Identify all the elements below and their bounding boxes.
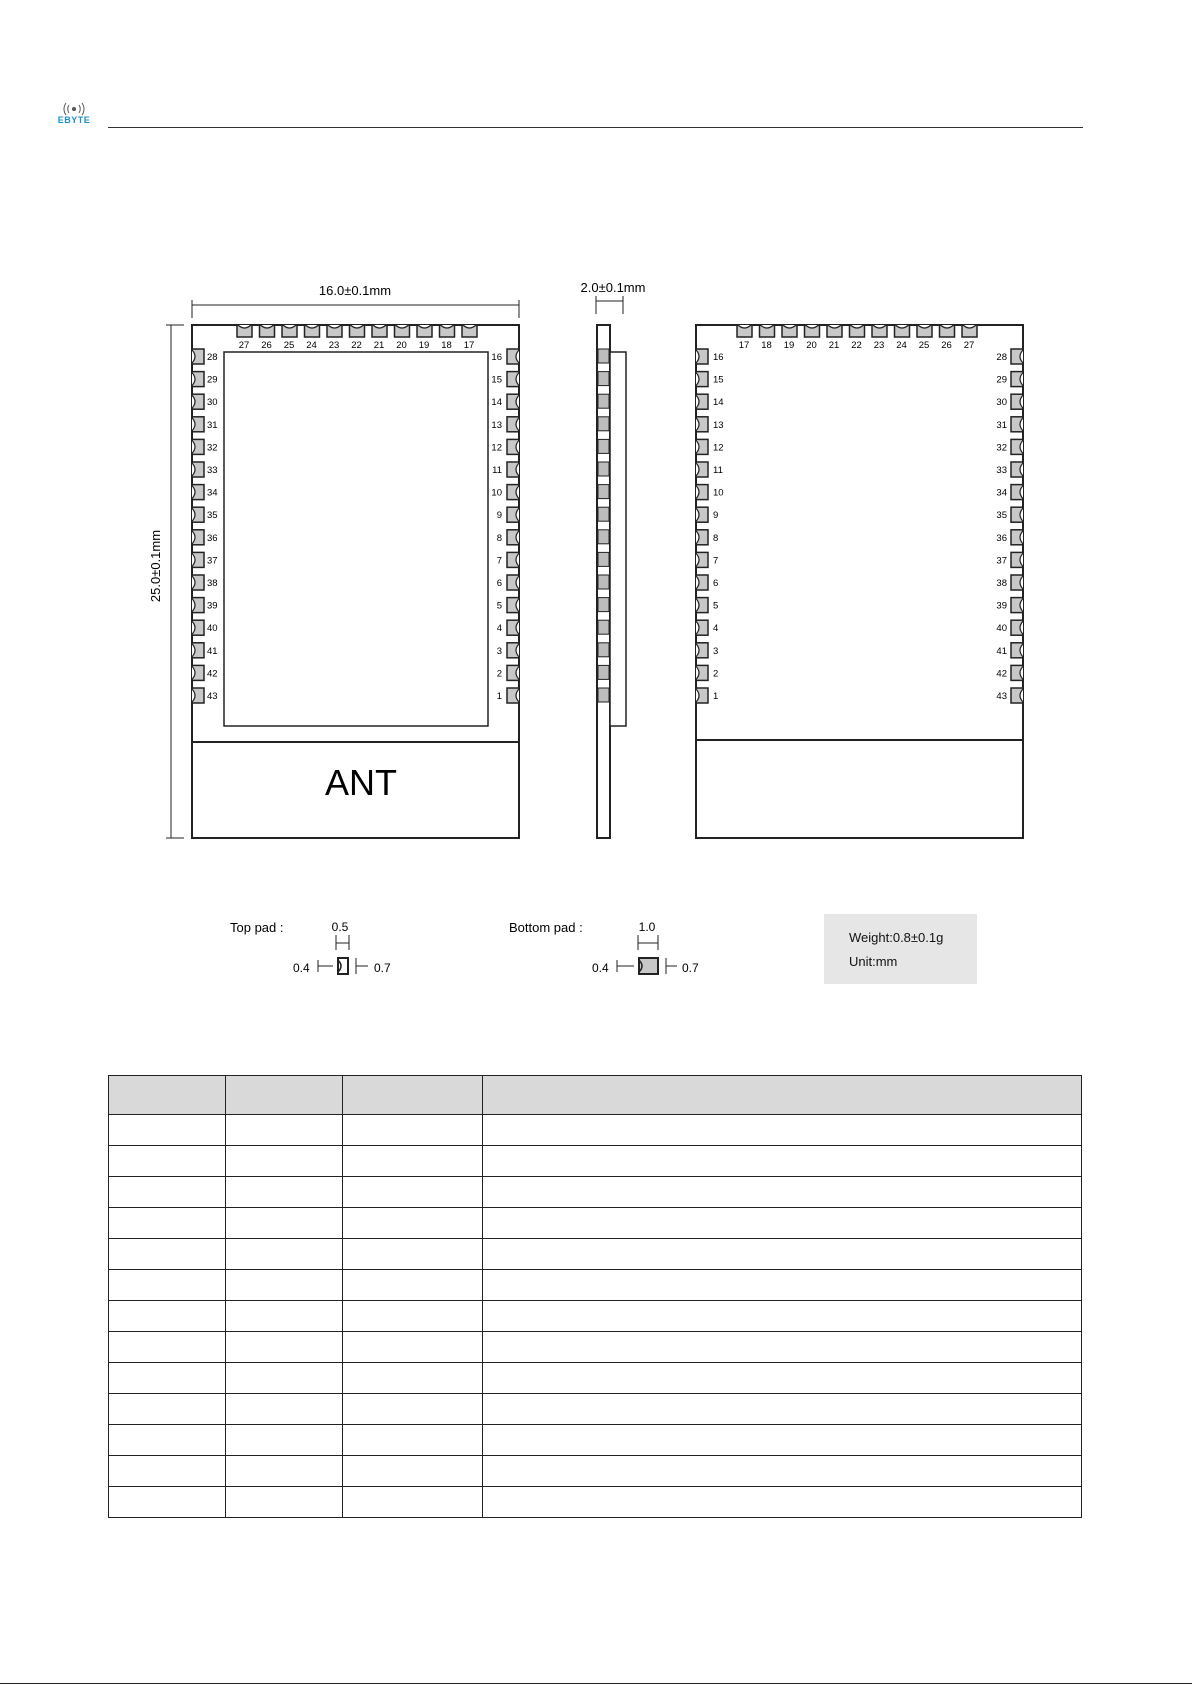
table-row: [109, 1270, 1082, 1301]
pin-number: 26: [941, 340, 952, 351]
bottom-view-pin-pad: [696, 665, 708, 680]
pin-number: 7: [713, 555, 719, 567]
bottom-view-pin-pad: [696, 462, 708, 477]
side-view-pad: [598, 417, 609, 431]
pin-number: 5: [496, 600, 502, 612]
pin-number: 38: [996, 578, 1007, 589]
table-cell: [109, 1363, 226, 1394]
bottom-view-pin-pad: [1011, 598, 1023, 613]
table-cell: [109, 1394, 226, 1425]
top-view-pin-pad: [192, 507, 204, 522]
bottom-view-pin-pad: [1011, 462, 1023, 477]
pin-number: 40: [207, 623, 218, 635]
table-cell: [483, 1270, 1082, 1301]
table-cell: [226, 1146, 343, 1177]
pin-number: 43: [207, 691, 218, 702]
pin-number: 22: [351, 340, 362, 351]
table-row: [109, 1487, 1082, 1518]
side-view: [581, 280, 646, 838]
bottom-view-pin-pad: [696, 507, 708, 522]
pin-number: 13: [491, 419, 502, 431]
table-cell: [343, 1363, 483, 1394]
table-cell: [226, 1425, 343, 1456]
table-cell: [109, 1456, 226, 1487]
bottom-view-pin-pad: [737, 325, 752, 337]
side-view-pad: [598, 507, 609, 521]
table-cell: [343, 1332, 483, 1363]
pin-number: 34: [996, 487, 1007, 499]
table-cell: [226, 1208, 343, 1239]
pin-number: 37: [207, 555, 218, 567]
table-cell: [226, 1363, 343, 1394]
table-cell: [226, 1456, 343, 1487]
table-cell: [109, 1270, 226, 1301]
bottom-view-pin-pad: [696, 643, 708, 658]
bottom-pad-left-dim: 0.4: [592, 961, 609, 975]
bottom-view-pin-pad: [1011, 349, 1023, 364]
pin-number: 28: [996, 352, 1007, 363]
top-view-pin-pad: [192, 372, 204, 387]
top-view-pin-pad: [507, 417, 519, 432]
table-row: [109, 1425, 1082, 1456]
bottom-view-pin-pad: [1011, 394, 1023, 409]
side-view-pad: [598, 349, 609, 363]
top-pad-width: 0.5: [331, 920, 349, 934]
side-view-pad: [598, 485, 609, 499]
pin-number: 8: [496, 532, 502, 544]
pin-number: 23: [328, 340, 340, 351]
height-dimension: 25.0±0.1mm: [148, 529, 163, 603]
pin-number: 35: [996, 510, 1007, 522]
bottom-view-pin-pad: [696, 485, 708, 500]
table-cell: [226, 1115, 343, 1146]
top-view-pin-pad: [192, 665, 204, 680]
top-view-pin-pad: [507, 598, 519, 613]
table-cell: [343, 1456, 483, 1487]
table-cell: [226, 1270, 343, 1301]
pin-number: 22: [851, 340, 862, 351]
table-cell: [483, 1363, 1082, 1394]
pin-number: 8: [713, 532, 719, 544]
table-cell: [226, 1487, 343, 1518]
bottom-pad-right-dim: 0.7: [682, 961, 699, 975]
side-view-pad: [598, 598, 609, 612]
top-pad-left-dim: 0.4: [293, 961, 310, 975]
pin-number: 40: [996, 623, 1007, 635]
bottom-view-pin-pad: [696, 530, 708, 545]
pin-number: 37: [996, 555, 1007, 567]
spec-box: [824, 914, 977, 984]
table-cell: [343, 1487, 483, 1518]
top-view-pin-pad: [327, 325, 342, 337]
pin-number: 32: [996, 442, 1007, 454]
pin-number: 33: [996, 465, 1007, 476]
pin-number: 35: [207, 510, 218, 522]
bottom-view-pin-pad: [1011, 372, 1023, 387]
pin-number: 27: [963, 340, 975, 351]
pin-number: 43: [996, 691, 1007, 702]
table-header-cell: [343, 1076, 483, 1115]
table-cell: [109, 1208, 226, 1239]
pin-number: 6: [496, 578, 502, 589]
bottom-view-pin-pad: [760, 325, 775, 337]
pin-number: 42: [207, 668, 218, 680]
pin-number: 31: [207, 419, 218, 431]
top-view-pin-pad: [192, 417, 204, 432]
pin-number: 9: [496, 510, 502, 522]
top-view-pin-pad: [192, 485, 204, 500]
pin-number: 17: [463, 340, 475, 351]
table-cell: [483, 1177, 1082, 1208]
top-view-pin-pad: [507, 507, 519, 522]
table-cell: [109, 1487, 226, 1518]
pin-number: 17: [738, 340, 750, 351]
top-view-pin-pad: [192, 688, 204, 703]
bottom-view-pin-pad: [782, 325, 797, 337]
pin-number: 14: [491, 397, 502, 409]
pin-number: 18: [761, 340, 772, 351]
bottom-view-pin-pad: [696, 620, 708, 635]
pin-number: 21: [828, 340, 840, 351]
side-view-pad: [598, 394, 609, 408]
side-view-pad: [598, 552, 609, 566]
side-view-pad: [598, 372, 609, 386]
pin-number: 1: [496, 691, 502, 702]
pin-number: 24: [896, 340, 907, 351]
top-view-pin-pad: [462, 325, 477, 337]
table-cell: [343, 1239, 483, 1270]
pin-number: 3: [713, 645, 719, 657]
table-cell: [109, 1177, 226, 1208]
pin-number: 3: [496, 645, 502, 657]
top-view-pin-pad: [372, 325, 387, 337]
top-view-pin-pad: [192, 439, 204, 454]
bottom-pad-width: 1.0: [638, 920, 656, 934]
bottom-view-pin-pad: [1011, 688, 1023, 703]
pin-number: 41: [207, 645, 218, 657]
bottom-view-pin-pad: [940, 325, 955, 337]
side-view-pad: [598, 439, 609, 453]
thickness-dimension: 2.0±0.1mm: [580, 280, 646, 295]
pin-number: 29: [996, 374, 1007, 386]
top-view-pin-pad: [440, 325, 455, 337]
bottom-view-pin-pad: [696, 439, 708, 454]
top-view-pin-pad: [192, 462, 204, 477]
logo-text: EBYTE: [57, 115, 91, 125]
top-view-pin-pad: [507, 394, 519, 409]
pin-number: 24: [306, 340, 317, 351]
top-view-pin-pad: [507, 485, 519, 500]
pin-number: 13: [713, 419, 724, 431]
table-cell: [483, 1425, 1082, 1456]
top-view: [148, 283, 519, 838]
pin-number: 32: [207, 442, 218, 454]
bottom-view-pin-pad: [1011, 530, 1023, 545]
table-body: [109, 1115, 1082, 1518]
table-header-cell: [109, 1076, 226, 1115]
table-cell: [483, 1301, 1082, 1332]
top-view-pin-pad: [507, 552, 519, 567]
pin-number: 16: [491, 352, 502, 363]
table-cell: [226, 1301, 343, 1332]
pin-number: 30: [207, 397, 218, 409]
pin-number: 36: [996, 532, 1007, 544]
unit-text: Unit:mm: [849, 954, 898, 969]
bottom-view-pin-pad: [696, 598, 708, 613]
table-cell: [483, 1487, 1082, 1518]
table-cell: [343, 1270, 483, 1301]
bottom-view-pin-pad: [850, 325, 865, 337]
table-row: [109, 1208, 1082, 1239]
pin-number: 4: [496, 623, 502, 635]
bottom-view-pin-pad: [917, 325, 932, 337]
table-cell: [343, 1146, 483, 1177]
pin-number: 33: [207, 465, 218, 476]
table-cell: [343, 1394, 483, 1425]
bottom-view-pin-pad: [696, 349, 708, 364]
top-view-pin-pad: [260, 325, 275, 337]
table-cell: [483, 1208, 1082, 1239]
bottom-pad-label: Bottom pad :: [509, 920, 583, 935]
top-view-pin-pad: [395, 325, 410, 337]
bottom-view-pin-pad: [1011, 417, 1023, 432]
table-cell: [343, 1208, 483, 1239]
top-view-pin-pad: [192, 394, 204, 409]
pin-number: 4: [713, 623, 719, 635]
top-view-pin-pad: [507, 643, 519, 658]
table-row: [109, 1239, 1082, 1270]
pin-number: 29: [207, 374, 218, 386]
bottom-view-pin-pad: [696, 552, 708, 567]
top-view-pin-pad: [507, 575, 519, 590]
side-view-pad: [598, 643, 609, 657]
pin-number: 39: [207, 600, 218, 612]
table-cell: [343, 1301, 483, 1332]
top-view-pin-pad: [192, 530, 204, 545]
pin-number: 42: [996, 668, 1007, 680]
table-row: [109, 1115, 1082, 1146]
table-cell: [483, 1394, 1082, 1425]
bottom-view-pin-pad: [805, 325, 820, 337]
top-view-pin-pad: [237, 325, 252, 337]
pin-number: 41: [996, 645, 1007, 657]
pin-number: 25: [918, 340, 930, 351]
table-header-cell: [483, 1076, 1082, 1115]
bottom-view-pin-pad: [696, 575, 708, 590]
table-header-row: [109, 1076, 1082, 1115]
top-view-pin-pad: [192, 552, 204, 567]
table-cell: [109, 1332, 226, 1363]
bottom-view-pin-pad: [895, 325, 910, 337]
table-cell: [226, 1394, 343, 1425]
top-view-pin-pad: [192, 598, 204, 613]
pin-number: 19: [783, 340, 795, 351]
table-row: [109, 1363, 1082, 1394]
pin-number: 30: [996, 397, 1007, 409]
top-view-pin-pad: [507, 349, 519, 364]
pin-number: 38: [207, 578, 218, 589]
table-cell: [226, 1177, 343, 1208]
table-cell: [483, 1456, 1082, 1487]
top-pad-label: Top pad :: [230, 920, 284, 935]
pin-number: 7: [496, 555, 502, 567]
pin-definition-table: [108, 1075, 1082, 1518]
pin-number: 20: [396, 340, 407, 351]
bottom-view-pin-pad: [1011, 620, 1023, 635]
footer-divider: [0, 1683, 1192, 1684]
width-dimension: 16.0±0.1mm: [318, 283, 392, 298]
pin-number: 16: [713, 352, 724, 363]
bottom-view-pin-pad: [1011, 507, 1023, 522]
side-view-pad: [598, 620, 609, 634]
pin-number: 14: [713, 397, 724, 409]
table-cell: [483, 1146, 1082, 1177]
bottom-view-pin-pad: [696, 688, 708, 703]
top-view-pin-pad: [350, 325, 365, 337]
pin-number: 23: [873, 340, 885, 351]
table-cell: [109, 1115, 226, 1146]
table-cell: [343, 1425, 483, 1456]
bottom-view: [696, 325, 1023, 838]
table-row: [109, 1332, 1082, 1363]
pin-number: 11: [492, 465, 502, 476]
table-cell: [483, 1239, 1082, 1270]
bottom-view-pin-pad: [827, 325, 842, 337]
table-cell: [109, 1425, 226, 1456]
pin-number: 20: [806, 340, 817, 351]
side-view-pad: [598, 530, 609, 544]
pin-number: 1: [713, 691, 719, 702]
pin-number: 6: [713, 578, 719, 589]
pin-number: 26: [261, 340, 272, 351]
bottom-view-pin-pad: [1011, 439, 1023, 454]
side-view-pad: [598, 575, 609, 589]
side-view-pad: [598, 688, 609, 702]
table-row: [109, 1394, 1082, 1425]
table-row: [109, 1301, 1082, 1332]
table-cell: [109, 1301, 226, 1332]
weight-text: Weight:0.8±0.1g: [849, 930, 944, 945]
pin-number: 2: [496, 668, 502, 680]
pin-number: 18: [441, 340, 452, 351]
top-view-pin-pad: [305, 325, 320, 337]
top-view-pin-pad: [507, 462, 519, 477]
pin-number: 19: [418, 340, 430, 351]
pin-number: 11: [713, 465, 723, 476]
pin-number: 25: [283, 340, 295, 351]
top-view-pin-pad: [192, 620, 204, 635]
top-view-pin-pad: [507, 372, 519, 387]
antenna-label: ANT: [325, 762, 397, 803]
pin-number: 34: [207, 487, 218, 499]
top-view-pin-pad: [507, 688, 519, 703]
table-cell: [109, 1239, 226, 1270]
bottom-view-pin-pad: [1011, 665, 1023, 680]
table-cell: [226, 1332, 343, 1363]
bottom-view-pin-pad: [696, 417, 708, 432]
top-view-pin-pad: [192, 643, 204, 658]
table-row: [109, 1177, 1082, 1208]
top-view-pin-pad: [417, 325, 432, 337]
pin-number: 12: [491, 442, 502, 454]
pin-number: 28: [207, 352, 218, 363]
top-view-pin-pad: [507, 620, 519, 635]
bottom-view-pin-pad: [1011, 552, 1023, 567]
table-cell: [483, 1115, 1082, 1146]
pin-number: 36: [207, 532, 218, 544]
table-header-cell: [226, 1076, 343, 1115]
table-cell: [483, 1332, 1082, 1363]
bottom-view-pin-pad: [872, 325, 887, 337]
bottom-view-pin-pad: [1011, 643, 1023, 658]
pin-number: 9: [713, 510, 719, 522]
top-view-pin-pad: [507, 439, 519, 454]
pin-number: 5: [713, 600, 719, 612]
pad-details: [230, 920, 699, 975]
pin-number: 15: [491, 374, 502, 386]
top-view-pin-pad: [507, 665, 519, 680]
pin-number: 10: [713, 487, 724, 499]
pin-number: 39: [996, 600, 1007, 612]
bottom-view-pin-pad: [1011, 575, 1023, 590]
pin-number: 15: [713, 374, 724, 386]
bottom-view-pin-pad: [962, 325, 977, 337]
top-view-pin-pad: [507, 530, 519, 545]
top-view-pin-pad: [192, 575, 204, 590]
table-cell: [109, 1146, 226, 1177]
pin-number: 12: [713, 442, 724, 454]
bottom-view-pin-pad: [1011, 485, 1023, 500]
table-cell: [343, 1115, 483, 1146]
side-view-pad: [598, 665, 609, 679]
table-row: [109, 1456, 1082, 1487]
bottom-view-pin-pad: [696, 372, 708, 387]
top-view-pin-pad: [282, 325, 297, 337]
pin-number: 27: [238, 340, 250, 351]
pin-number: 2: [713, 668, 719, 680]
pin-number: 31: [996, 419, 1007, 431]
side-view-pad: [598, 462, 609, 476]
pin-number: 10: [491, 487, 502, 499]
table-cell: [226, 1239, 343, 1270]
table-row: [109, 1146, 1082, 1177]
bottom-view-pin-pad: [696, 394, 708, 409]
top-view-pin-pad: [192, 349, 204, 364]
top-pad-right-dim: 0.7: [374, 961, 391, 975]
pin-number: 21: [373, 340, 385, 351]
table-cell: [343, 1177, 483, 1208]
